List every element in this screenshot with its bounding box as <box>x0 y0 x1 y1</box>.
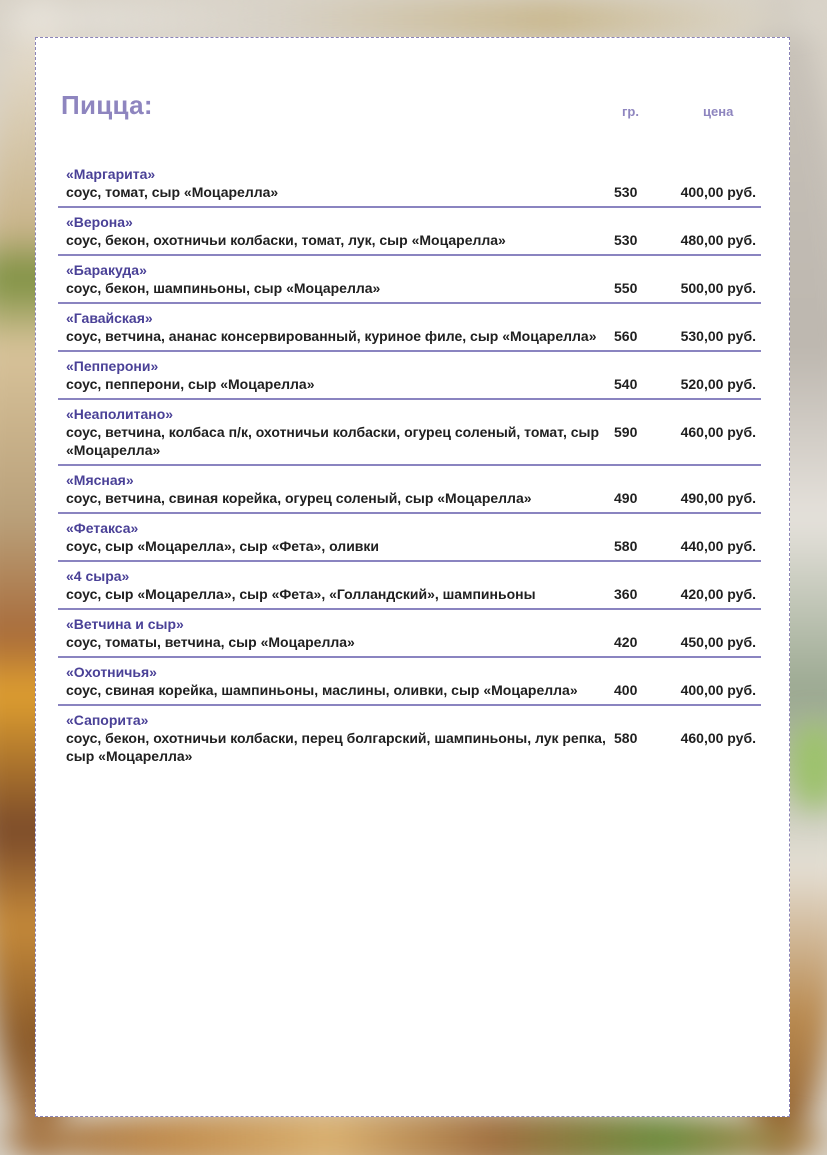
menu-item <box>58 208 761 256</box>
menu-item-price: 420,00 руб. <box>680 586 756 602</box>
menu-item-price: 480,00 руб. <box>680 232 756 248</box>
menu-item <box>58 352 761 400</box>
menu-item-weight: 580 <box>614 538 638 554</box>
menu-item-description: соус, сыр «Моцарелла», сыр «Фета», «Голландский», шампиньоны <box>66 586 536 602</box>
column-header-price: цена <box>703 104 734 119</box>
menu-item-weight: 550 <box>614 280 638 296</box>
menu-item-name: «Верона» <box>66 214 133 230</box>
menu-item-name: «Баракуда» <box>66 262 147 278</box>
menu-item-weight: 530 <box>614 184 638 200</box>
menu-item-name: «Мясная» <box>66 472 134 488</box>
menu-item <box>58 706 761 770</box>
menu-item-description: соус, бекон, шампиньоны, сыр «Моцарелла» <box>66 280 381 296</box>
menu-item-price: 490,00 руб. <box>680 490 756 506</box>
menu-item-description: соус, пепперони, сыр «Моцарелла» <box>66 376 315 392</box>
menu-item <box>58 304 761 352</box>
menu-item-name: «Ветчина и сыр» <box>66 616 184 632</box>
menu-item-weight: 420 <box>614 634 638 650</box>
menu-item-weight: 560 <box>614 328 638 344</box>
menu-item-description: соус, ветчина, ананас консервированный, куриное филе, сыр «Моцарелла» <box>66 328 597 344</box>
menu-item <box>58 160 761 208</box>
menu-item <box>58 514 761 562</box>
menu-item <box>58 400 761 466</box>
menu-item-name: «Сапорита» <box>66 712 149 728</box>
menu-item-weight: 490 <box>614 490 638 506</box>
column-header-weight: гр. <box>622 104 639 119</box>
menu-item <box>58 658 761 706</box>
menu-item-weight: 530 <box>614 232 638 248</box>
menu-item-description: соус, сыр «Моцарелла», сыр «Фета», оливки <box>66 538 380 554</box>
menu-item-weight: 580 <box>614 730 638 746</box>
menu-item-weight: 400 <box>614 682 638 698</box>
menu-item-name: «Гавайская» <box>66 310 153 326</box>
menu-item-price: 460,00 руб. <box>680 730 756 746</box>
menu-item <box>58 466 761 514</box>
menu-item <box>58 610 761 658</box>
menu-page <box>35 37 790 1117</box>
menu-item-weight: 540 <box>614 376 638 392</box>
menu-list <box>58 160 761 770</box>
section-title: Пицца: <box>61 90 153 120</box>
menu-item-description: соус, бекон, охотничьи колбаски, перец болгарский, шампиньоны, лук репка, сыр «Моцарелла» <box>66 730 606 764</box>
menu-item <box>58 562 761 610</box>
menu-item <box>58 256 761 304</box>
menu-item-name: «4 сыра» <box>66 568 130 584</box>
menu-item-weight: 360 <box>614 586 638 602</box>
menu-item-price: 530,00 руб. <box>680 328 756 344</box>
menu-item-price: 460,00 руб. <box>680 424 756 440</box>
menu-item-name: «Охотничья» <box>66 664 157 680</box>
menu-item-description: соус, ветчина, свиная корейка, огурец соленый, сыр «Моцарелла» <box>66 490 532 506</box>
menu-item-price: 400,00 руб. <box>680 184 756 200</box>
menu-item-price: 440,00 руб. <box>680 538 756 554</box>
background-top <box>0 0 827 40</box>
menu-item-price: 450,00 руб. <box>680 634 756 650</box>
menu-item-name: «Пепперони» <box>66 358 159 374</box>
menu-item-price: 520,00 руб. <box>680 376 756 392</box>
menu-item-description: соус, томат, сыр «Моцарелла» <box>66 184 279 200</box>
menu-item-description: соус, свиная корейка, шампиньоны, маслины, оливки, сыр «Моцарелла» <box>66 682 578 698</box>
menu-item-name: «Фетакса» <box>66 520 139 536</box>
menu-item-price: 400,00 руб. <box>680 682 756 698</box>
menu-item-price: 500,00 руб. <box>680 280 756 296</box>
menu-item-name: «Неаполитано» <box>66 406 174 422</box>
menu-item-description: соус, бекон, охотничьи колбаски, томат, лук, сыр «Моцарелла» <box>66 232 506 248</box>
menu-item-name: «Маргарита» <box>66 166 156 182</box>
menu-item-weight: 590 <box>614 424 638 440</box>
menu-item-description: соус, ветчина, колбаса п/к, охотничьи колбаски, огурец соленый, томат, сыр «Моцарелла» <box>66 424 600 458</box>
menu-item-description: соус, томаты, ветчина, сыр «Моцарелла» <box>66 634 355 650</box>
